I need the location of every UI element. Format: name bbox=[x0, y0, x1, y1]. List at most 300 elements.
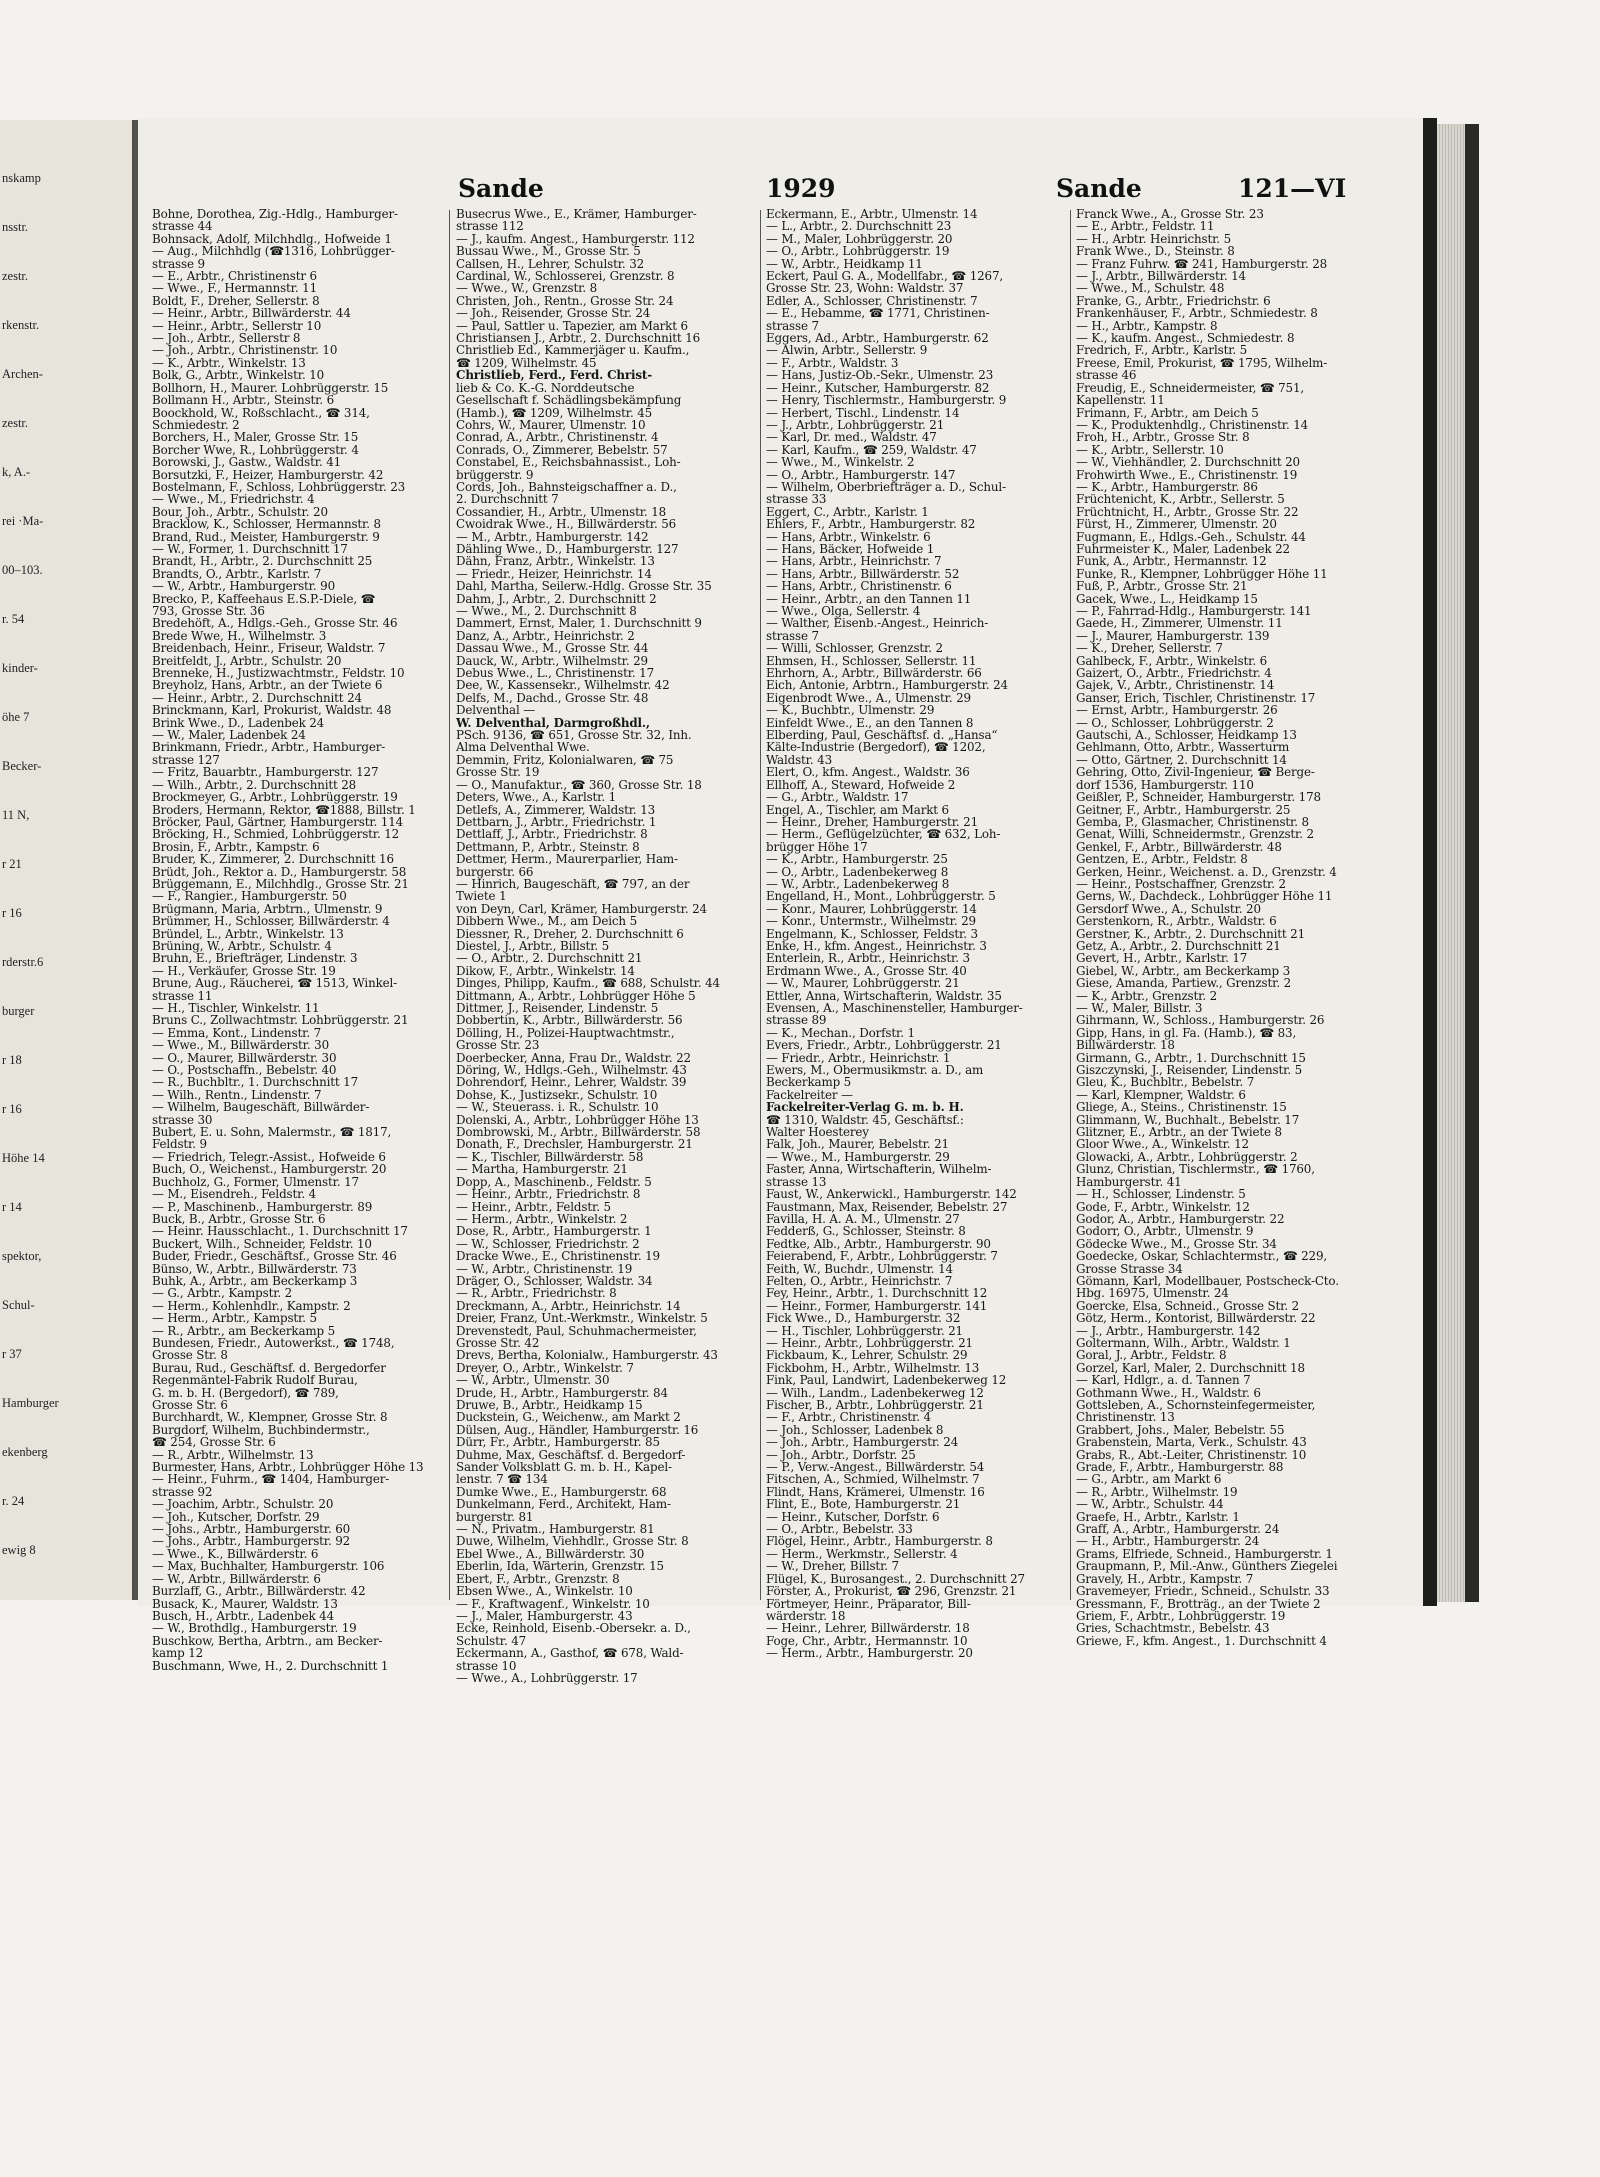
directory-entry: — Emma, Kont., Lindenstr. 7 bbox=[152, 1025, 322, 1040]
directory-entry: — Heinr., Fuhrm., ☎ 1404, Hamburger- bbox=[152, 1472, 390, 1487]
directory-entry: Flögel, Heinr., Arbtr., Hamburgerstr. 8 bbox=[766, 1534, 993, 1549]
previous-page-fragment: r. 24 bbox=[2, 1494, 25, 1508]
directory-entry: — Johs., Arbtr., Hamburgerstr. 92 bbox=[152, 1534, 351, 1549]
directory-entry: Boldt, F., Dreher, Sellerstr. 8 bbox=[152, 293, 320, 308]
directory-entry: Dahm, J., Arbtr., 2. Durchschnitt 2 bbox=[456, 591, 657, 606]
directory-entry: Evensen, A., Maschinensteller, Hamburger- bbox=[766, 1001, 1023, 1015]
directory-entry: — Hans, Arbtr., Christinenstr. 6 bbox=[766, 579, 952, 594]
directory-entry: Druwe, B., Arbtr., Heidkamp 15 bbox=[456, 1398, 643, 1412]
previous-page-fragment: Archen- bbox=[2, 367, 43, 381]
previous-page-fragment: ekenberg bbox=[2, 1445, 48, 1459]
directory-entry: Fick Wwe., D., Hamburgerstr. 32 bbox=[766, 1311, 961, 1326]
directory-entry: — W., Maler, Ladenbek 24 bbox=[152, 728, 306, 743]
previous-page-fragment: k, A.- bbox=[2, 465, 31, 479]
directory-entry: — K., Arbtr., Winkelstr. 13 bbox=[152, 355, 306, 370]
directory-entry: strasse 44 bbox=[152, 219, 213, 234]
directory-entry: Burmester, Hans, Arbtr., Lohbrügger Höhe 13 bbox=[152, 1460, 424, 1475]
directory-entry: Fedtke, Alb., Arbtr., Hamburgerstr. 90 bbox=[766, 1236, 991, 1251]
directory-entry: Flindt, Hans, Krämerei, Ulmenstr. 16 bbox=[766, 1484, 985, 1499]
directory-entry: Dammert, Ernst, Maler, 1. Durchschnitt 9 bbox=[456, 616, 702, 631]
directory-entry: — K., Arbtr., Grenzstr. 2 bbox=[1076, 988, 1218, 1003]
directory-entry: W. Delventhal, Darmgroßhdl., bbox=[456, 715, 650, 730]
previous-page-fragment: r 16 bbox=[2, 906, 22, 920]
directory-entry: Glunz, Christian, Tischlermstr., ☎ 1760, bbox=[1076, 1162, 1315, 1177]
directory-entry: — Heinr., Kutscher, Hamburgerstr. 82 bbox=[766, 380, 990, 395]
directory-entry: 793, Grosse Str. 36 bbox=[152, 604, 265, 618]
directory-entry: — Willi, Schlosser, Grenzstr. 2 bbox=[766, 641, 943, 656]
directory-entry: — R., Arbtr., Wilhelmstr. 13 bbox=[152, 1447, 314, 1462]
directory-entry: — Joachim, Arbtr., Schulstr. 20 bbox=[152, 1497, 334, 1512]
directory-entry: Brinkmann, Friedr., Arbtr., Hamburger- bbox=[152, 740, 386, 755]
directory-entry: Gahlbeck, F., Arbtr., Winkelstr. 6 bbox=[1076, 653, 1268, 668]
directory-entry: Enterlein, R., Arbtr., Heinrichstr. 3 bbox=[766, 951, 970, 966]
directory-entry: Getz, A., Arbtr., 2. Durchschnitt 21 bbox=[1076, 938, 1281, 953]
directory-entry: — W., Arbtr., Ulmenstr. 30 bbox=[456, 1373, 610, 1388]
directory-entry: strasse 13 bbox=[766, 1174, 827, 1189]
directory-entry: Drevenstedt, Paul, Schuhmachermeister, bbox=[456, 1323, 697, 1338]
directory-entry: Ebert, F., Arbtr., Grenzstr. 8 bbox=[456, 1571, 620, 1586]
directory-entry: Brüggemann, E., Milchhdlg., Grosse Str. 21 bbox=[152, 876, 409, 891]
directory-entry: — F., Rangier., Hamburgerstr. 50 bbox=[152, 889, 347, 904]
directory-entry: — W., Schlosser, Friedrichstr. 2 bbox=[456, 1236, 640, 1251]
previous-page-fragment: rderstr.6 bbox=[2, 955, 44, 969]
directory-entry: Schulstr. 47 bbox=[456, 1633, 527, 1648]
previous-page-fragment: ewig 8 bbox=[2, 1543, 36, 1557]
directory-entry: Duckstein, G., Weichenw., am Markt 2 bbox=[456, 1410, 681, 1425]
directory-entry: — K., Arbtr., Sellerstr. 10 bbox=[1076, 442, 1224, 457]
directory-entry: Fey, Heinr., Arbtr., 1. Durchschnitt 12 bbox=[766, 1286, 988, 1301]
directory-entry: Fink, Paul, Landwirt, Ladenbekerweg 12 bbox=[766, 1373, 1007, 1388]
header-year: 1929 bbox=[766, 174, 836, 203]
directory-entry: Gödecke Wwe., M., Grosse Str. 34 bbox=[1076, 1236, 1277, 1251]
directory-entry: Dassau Wwe., M., Grosse Str. 44 bbox=[456, 641, 649, 656]
directory-entry: Buhk, A., Arbtr., am Beckerkamp 3 bbox=[152, 1273, 358, 1288]
directory-entry: Bröcking, H., Schmied, Lohbrüggerstr. 12 bbox=[152, 827, 400, 842]
directory-entry: Gehring, Otto, Zivil-Ingenieur, ☎ Berge- bbox=[1076, 765, 1315, 780]
directory-entry: — Hans, Justiz-Ob.-Sekr., Ulmenstr. 23 bbox=[766, 368, 994, 383]
directory-entry: Brinckmann, Karl, Prokurist, Waldstr. 48 bbox=[152, 703, 392, 718]
previous-page-fragment: öhe 7 bbox=[2, 710, 30, 724]
directory-entry: Dikow, F., Arbtr., Winkelstr. 14 bbox=[456, 963, 635, 978]
directory-entry: Busack, K., Maurer, Waldstr. 13 bbox=[152, 1596, 338, 1611]
directory-entry: Conrad, A., Arbtr., Christinenstr. 4 bbox=[456, 430, 659, 445]
directory-entry: Bour, Joh., Arbtr., Schulstr. 20 bbox=[152, 504, 328, 519]
directory-entry: — E., Hebamme, ☎ 1771, Christinen- bbox=[766, 306, 990, 321]
directory-entry: Bohnsack, Adolf, Milchhdlg., Hofweide 1 bbox=[152, 231, 392, 246]
directory-entry: — Wilhelm, Baugeschäft, Billwärder- bbox=[152, 1100, 370, 1115]
directory-entry: Gerken, Heinr., Weichenst. a. D., Grenzstr. 4 bbox=[1076, 864, 1337, 879]
directory-entry: Brune, Aug., Räucherei, ☎ 1513, Winkel- bbox=[152, 976, 398, 991]
directory-entry: — O., Arbtr., Ladenbekerweg 8 bbox=[766, 864, 949, 879]
directory-entry: Ehmsen, H., Schlosser, Sellerstr. 11 bbox=[766, 653, 977, 668]
directory-entry: — Heinr., Arbtr., 2. Durchschnitt 24 bbox=[152, 690, 362, 705]
directory-entry: Drude, H., Arbtr., Hamburgerstr. 84 bbox=[456, 1385, 668, 1400]
directory-entry: Buch, O., Weichenst., Hamburgerstr. 20 bbox=[152, 1162, 387, 1177]
directory-entry: Feierabend, F., Arbtr., Lohbrüggerstr. 7 bbox=[766, 1249, 998, 1264]
directory-entry: Dinges, Philipp, Kaufm., ☎ 688, Schulstr. 44 bbox=[456, 976, 720, 991]
directory-entry: Froh, H., Arbtr., Grosse Str. 8 bbox=[1076, 430, 1250, 445]
directory-entry: — K., Dreher, Sellerstr. 7 bbox=[1076, 641, 1223, 656]
header-place-right: Sande bbox=[1056, 174, 1142, 203]
directory-entry: Grosse Str. 23 bbox=[456, 1038, 540, 1053]
directory-entry: Dräger, O., Schlosser, Waldstr. 34 bbox=[456, 1273, 653, 1288]
directory-entry: — Hans, Arbtr., Heinrichstr. 7 bbox=[766, 554, 942, 569]
directory-entry: Beckerkamp 5 bbox=[766, 1075, 852, 1090]
directory-entry: — Heinr., Arbtr., Friedrichstr. 8 bbox=[456, 1187, 641, 1202]
directory-entry: — W., Maurer, Lohbrüggerstr. 21 bbox=[766, 976, 960, 991]
directory-entry: Broders, Hermann, Rektor, ☎1888, Billstr. 1 bbox=[152, 802, 416, 817]
directory-entry: Funke, R., Klempner, Lohbrügger Höhe 11 bbox=[1076, 566, 1328, 581]
directory-entry: Ganser, Erich, Tischler, Christinenstr. 17 bbox=[1076, 690, 1316, 705]
directory-entry: Brüdt, Joh., Rektor a. D., Hamburgerstr. 58 bbox=[152, 864, 407, 879]
directory-entry: lieb & Co. K.-G. Norddeutsche bbox=[456, 380, 635, 395]
previous-page-fragment: zestr. bbox=[2, 416, 29, 430]
directory-entry: Brink Wwe., D., Ladenbek 24 bbox=[152, 715, 325, 730]
directory-entry: Ebel Wwe., A., Billwärderstr. 30 bbox=[456, 1546, 645, 1561]
directory-column-2 bbox=[456, 207, 752, 1685]
directory-entry: — K., Tischler, Billwärderstr. 58 bbox=[456, 1149, 644, 1164]
directory-entry: Brümmer, H., Schlosser, Billwärderstr. 4 bbox=[152, 914, 390, 929]
directory-entry: — M., Arbtr., Hamburgerstr. 142 bbox=[456, 529, 649, 544]
directory-entry: Früchtenicht, K., Arbtr., Sellerstr. 5 bbox=[1076, 492, 1285, 507]
directory-entry: Graupmann, P., Mil.-Anw., Günthers Ziegelei bbox=[1076, 1559, 1338, 1574]
directory-entry: — W., Arbtr., Ladenbekerweg 8 bbox=[766, 876, 950, 891]
directory-entry: — R., Arbtr., Wilhelmstr. 19 bbox=[1076, 1484, 1238, 1499]
directory-entry: — Herm., Geflügelzüchter, ☎ 632, Loh- bbox=[766, 827, 1001, 842]
directory-entry: Detlefs, A., Zimmerer, Waldstr. 13 bbox=[456, 802, 656, 817]
directory-entry: Dobbertin, K., Arbtr., Billwärderstr. 56 bbox=[456, 1013, 683, 1028]
directory-entry: Borowski, J., Gastw., Waldstr. 41 bbox=[152, 455, 342, 470]
directory-entry: Döring, W., Hdlgs.-Geh., Wilhelmstr. 43 bbox=[456, 1063, 687, 1078]
directory-entry: Dahl, Martha, Seilerw.-Hdlg. Grosse Str. 35 bbox=[456, 579, 712, 594]
directory-entry: — P., Maschinenb., Hamburgerstr. 89 bbox=[152, 1199, 373, 1214]
directory-entry: — Wwe., M., Winkelstr. 2 bbox=[766, 455, 915, 470]
directory-entry: — F., Arbtr., Christinenstr. 4 bbox=[766, 1410, 931, 1425]
directory-entry: — Herm., Arbtr., Kampstr. 5 bbox=[152, 1311, 317, 1326]
directory-entry: — H., Verkäufer, Grosse Str. 19 bbox=[152, 963, 336, 978]
directory-entry: — Hinrich, Baugeschäft, ☎ 797, an der bbox=[456, 876, 690, 891]
directory-entry: Borsutzki, F., Heizer, Hamburgerstr. 42 bbox=[152, 467, 384, 482]
directory-entry: — Wwe., K., Billwärderstr. 6 bbox=[152, 1546, 319, 1561]
directory-entry: strasse 92 bbox=[152, 1484, 213, 1499]
directory-entry: Delfs, M., Dachd., Grosse Str. 48 bbox=[456, 690, 649, 705]
directory-entry: Fedderß, G., Schlosser, Steinstr. 8 bbox=[766, 1224, 966, 1239]
directory-entry: strasse 10 bbox=[456, 1658, 517, 1673]
directory-entry: — W., Arbtr., Christinenstr. 19 bbox=[456, 1261, 633, 1276]
directory-entry: Goltermann, Wilh., Arbtr., Waldstr. 1 bbox=[1076, 1335, 1291, 1350]
directory-entry: Erdmann Wwe., A., Grosse Str. 40 bbox=[766, 963, 967, 978]
directory-entry: — Joh., Reisender, Grosse Str. 24 bbox=[456, 306, 651, 321]
directory-entry: Schmiedestr. 2 bbox=[152, 417, 240, 432]
directory-entry: Dettmann, P., Arbtr., Steinstr. 8 bbox=[456, 839, 640, 854]
directory-entry: strasse 9 bbox=[152, 256, 205, 271]
directory-entry: — Heinr., Dreher, Hamburgerstr. 21 bbox=[766, 814, 979, 829]
directory-entry: — Fritz, Bauarbtr., Hamburgerstr. 127 bbox=[152, 765, 379, 780]
directory-entry: — Wwe., F., Hermannstr. 11 bbox=[152, 281, 317, 296]
directory-entry: strasse 127 bbox=[152, 752, 220, 767]
directory-entry: — W., Dreher, Billstr. 7 bbox=[766, 1559, 899, 1574]
directory-entry: Boockhold, W., Roßschlacht., ☎ 314, bbox=[152, 405, 370, 420]
directory-entry: Bünso, W., Arbtr., Billwärderstr. 73 bbox=[152, 1261, 357, 1276]
directory-entry: Falk, Joh., Maurer, Bebelstr. 21 bbox=[766, 1137, 949, 1152]
directory-entry: Bröcker, Paul, Gärtner, Hamburgerstr. 114 bbox=[152, 814, 404, 829]
directory-entry: Edler, A., Schlosser, Christinenstr. 7 bbox=[766, 293, 978, 308]
directory-entry: — K., kaufm. Angest., Schmiedestr. 8 bbox=[1076, 331, 1295, 346]
directory-entry: Felten, O., Arbtr., Heinrichstr. 7 bbox=[766, 1273, 953, 1288]
directory-entry: Christen, Joh., Rentn., Grosse Str. 24 bbox=[456, 293, 674, 308]
directory-entry: Godor, A., Arbtr., Hamburgerstr. 22 bbox=[1076, 1211, 1285, 1226]
directory-entry: Ebsen Wwe., A., Winkelstr. 10 bbox=[456, 1584, 633, 1599]
directory-entry: — W., Steuerass. i. R., Schulstr. 10 bbox=[456, 1100, 659, 1115]
directory-entry: Fickbaum, K., Lehrer, Schulstr. 29 bbox=[766, 1348, 968, 1363]
directory-entry: Eberlin, Ida, Wärterin, Grenzstr. 15 bbox=[456, 1559, 664, 1574]
directory-entry: Borchers, H., Maler, Grosse Str. 15 bbox=[152, 430, 359, 445]
directory-entry: — Konr., Untermstr., Wilhelmstr. 29 bbox=[766, 914, 976, 929]
directory-entry: Brügmann, Maria, Arbtrn., Ulmenstr. 9 bbox=[152, 901, 383, 916]
directory-entry: — Ernst, Arbtr., Hamburgerstr. 26 bbox=[1076, 703, 1278, 718]
directory-entry: Dittmann, A., Arbtr., Lohbrügger Höhe 5 bbox=[456, 988, 696, 1003]
directory-entry: Gravemeyer, Friedr., Schneid., Schulstr. 33 bbox=[1076, 1584, 1330, 1599]
directory-page bbox=[138, 118, 1423, 1685]
header-place-left: Sande bbox=[458, 174, 544, 203]
directory-entry: Duwe, Wilhelm, Viehhdlr., Grosse Str. 8 bbox=[456, 1534, 689, 1549]
directory-entry: Feldstr. 9 bbox=[152, 1137, 207, 1152]
directory-entry: Kälte-Industrie (Bergedorf), ☎ 1202, bbox=[766, 740, 986, 755]
directory-entry: strasse 30 bbox=[152, 1112, 213, 1127]
column-rule bbox=[1070, 210, 1071, 1600]
directory-entry: — Hans, Arbtr., Winkelstr. 6 bbox=[766, 529, 931, 544]
directory-entry: Constabel, E., Reichsbahnassist., Loh- bbox=[456, 455, 681, 470]
directory-entry: Dohse, K., Justizsekr., Schulstr. 10 bbox=[456, 1087, 658, 1102]
directory-entry: strasse 112 bbox=[456, 219, 524, 234]
directory-entry: Gerns, W., Dachdeck., Lohbrügger Höhe 11 bbox=[1076, 889, 1333, 904]
directory-entry: Glimmann, W., Buchhalt., Bebelstr. 17 bbox=[1076, 1112, 1300, 1127]
directory-entry: Genat, Willi, Schneidermstr., Grenzstr. 2 bbox=[1076, 827, 1314, 842]
directory-entry: — K., Arbtr., Hamburgerstr. 86 bbox=[1076, 479, 1258, 494]
directory-entry: Ecke, Reinhold, Eisenb.-Obersekr. a. D., bbox=[456, 1621, 691, 1636]
directory-entry: — Heinr., Lehrer, Billwärderstr. 18 bbox=[766, 1621, 970, 1636]
directory-entry: Deters, Wwe., A., Karlstr. 1 bbox=[456, 790, 617, 805]
directory-entry: Elert, O., kfm. Angest., Waldstr. 36 bbox=[766, 765, 970, 780]
directory-entry: — O., Postschaffn., Bebelstr. 40 bbox=[152, 1063, 337, 1078]
directory-entry: Bussau Wwe., M., Grosse Str. 5 bbox=[456, 244, 641, 259]
directory-entry: — Walther, Eisenb.-Angest., Heinrich- bbox=[766, 616, 989, 631]
directory-entry: Cords, Joh., Bahnsteigschaffner a. D., bbox=[456, 479, 677, 494]
previous-page-fragment: burger bbox=[2, 1004, 35, 1018]
directory-entry: Favilla, H. A. A. M., Ulmenstr. 27 bbox=[766, 1211, 960, 1226]
directory-entry: Grosse Str. 23, Wohn: Waldstr. 37 bbox=[766, 281, 964, 296]
directory-entry: — Konr., Maurer, Lohbrüggerstr. 14 bbox=[766, 901, 977, 916]
directory-entry: — Wilh., Arbtr., 2. Durchschnitt 28 bbox=[152, 777, 357, 792]
directory-entry: burgerstr. 81 bbox=[456, 1509, 534, 1524]
previous-page-fragment: rei ·Ma- bbox=[2, 514, 44, 528]
directory-entry: — J., Arbtr., Lohbrüggerstr. 21 bbox=[766, 417, 945, 432]
previous-page-fragment: r 14 bbox=[2, 1200, 22, 1214]
directory-entry: — Wilh., Rentn., Lindenstr. 7 bbox=[152, 1087, 322, 1102]
previous-page-fragment: rkenstr. bbox=[2, 318, 40, 332]
directory-entry: — W., Arbtr., Heidkamp 11 bbox=[766, 256, 923, 271]
directory-entry: Bollmann H., Arbtr., Steinstr. 6 bbox=[152, 393, 335, 408]
directory-entry: Giebel, W., Arbtr., am Beckerkamp 3 bbox=[1076, 963, 1290, 978]
directory-entry: Busecrus Wwe., E., Krämer, Hamburger- bbox=[456, 207, 697, 221]
directory-entry: — P., Verw.-Angest., Billwärderstr. 54 bbox=[766, 1460, 985, 1475]
directory-entry: Ellhoff, A., Steward, Hofweide 2 bbox=[766, 777, 956, 792]
directory-entry: Cossandier, H., Arbtr., Ulmenstr. 18 bbox=[456, 504, 667, 519]
directory-entry: Fischer, B., Arbtr., Lohbrüggerstr. 21 bbox=[766, 1398, 984, 1412]
directory-entry: — J., Arbtr., Hamburgerstr. 142 bbox=[1076, 1323, 1261, 1338]
directory-entry: — H., Tischler, Winkelstr. 11 bbox=[152, 1001, 320, 1015]
directory-entry: Ettler, Anna, Wirtschafterin, Waldstr. 35 bbox=[766, 988, 1002, 1003]
directory-entry: Gehlmann, Otto, Arbtr., Wasserturm bbox=[1076, 740, 1290, 755]
directory-entry: Gevert, H., Arbtr., Karlstr. 17 bbox=[1076, 951, 1248, 966]
directory-entry: — Heinr., Arbtr., an den Tannen 11 bbox=[766, 591, 972, 606]
directory-entry: Giese, Amanda, Partiew., Grenzstr. 2 bbox=[1076, 976, 1291, 991]
directory-entry: Christinenstr. 13 bbox=[1076, 1410, 1175, 1425]
directory-entry: — Heinr., Arbtr., Sellerstr 10 bbox=[152, 318, 322, 333]
directory-entry: Dittmer, J., Reisender, Lindenstr. 5 bbox=[456, 1001, 659, 1015]
directory-entry: — Hans, Arbtr., Billwärderstr. 52 bbox=[766, 566, 960, 581]
directory-entry: PSch. 9136, ☎ 651, Grosse Str. 32, Inh. bbox=[456, 728, 692, 743]
directory-entry: Drevs, Bertha, Kolonialw., Hamburgerstr. 43 bbox=[456, 1348, 718, 1363]
previous-page-fragment: Schul- bbox=[2, 1298, 35, 1312]
directory-entry: — Wilhelm, Oberbriefträger a. D., Schul- bbox=[766, 479, 1006, 494]
directory-entry: dorf 1536, Hamburgerstr. 110 bbox=[1076, 777, 1254, 792]
previous-page-fragment: Höhe 14 bbox=[2, 1151, 45, 1165]
directory-entry: — L., Arbtr., 2. Durchschnitt 23 bbox=[766, 219, 952, 234]
directory-entry: Bollhorn, H., Maurer. Lohbrüggerstr. 15 bbox=[152, 380, 389, 395]
directory-entry: — Wwe., M., Schulstr. 48 bbox=[1076, 281, 1225, 296]
directory-entry: Gressmann, F., Brotträg., an der Twiete 2 bbox=[1076, 1596, 1321, 1611]
directory-entry: Dülsen, Aug., Händler, Hamburgerstr. 16 bbox=[456, 1422, 699, 1437]
directory-entry: Dauck, W., Arbtr., Wilhelmstr. 29 bbox=[456, 653, 648, 668]
previous-page-fragment: r 16 bbox=[2, 1102, 22, 1116]
directory-entry: Gerstenkorn, R., Arbtr., Waldstr. 6 bbox=[1076, 914, 1277, 929]
directory-entry: Demmin, Fritz, Kolonialwaren, ☎ 75 bbox=[456, 752, 674, 767]
directory-entry: Bohne, Dorothea, Zig.-Hdlg., Hamburger- bbox=[152, 207, 398, 221]
directory-entry: strasse 11 bbox=[152, 988, 213, 1003]
directory-entry: Goral, J., Arbtr., Feldstr. 8 bbox=[1076, 1348, 1227, 1363]
directory-entry: Dettmer, Herm., Maurerparlier, Ham- bbox=[456, 852, 678, 867]
directory-entry: Dähn, Franz, Arbtr., Winkelstr. 13 bbox=[456, 554, 655, 569]
directory-entry: — Joh., Arbtr., Dorfstr. 25 bbox=[766, 1447, 916, 1462]
directory-entry: Brandts, O., Arbtr., Karlstr. 7 bbox=[152, 566, 322, 581]
directory-entry: — F., Kraftwagenf., Winkelstr. 10 bbox=[456, 1596, 650, 1611]
directory-entry: — Heinr., Former, Hamburgerstr. 141 bbox=[766, 1298, 988, 1313]
directory-entry: Frank Wwe., D., Steinstr. 8 bbox=[1076, 244, 1235, 259]
directory-entry: Geitner, F., Arbtr., Hamburgerstr. 25 bbox=[1076, 802, 1291, 817]
directory-entry: Alma Delventhal Wwe. bbox=[456, 740, 590, 755]
directory-entry: Busch, H., Arbtr., Ladenbek 44 bbox=[152, 1608, 335, 1623]
directory-entry: — E., Arbtr., Feldstr. 11 bbox=[1076, 219, 1215, 234]
directory-entry: Gaizert, O., Arbtr., Friedrichstr. 4 bbox=[1076, 666, 1272, 681]
directory-entry: — O., Manufaktur., ☎ 360, Grosse Str. 18 bbox=[456, 777, 702, 792]
directory-entry: — P., Fahrrad-Hdlg., Hamburgerstr. 141 bbox=[1076, 604, 1312, 618]
directory-entry: Sander Volksblatt G. m. b. H., Kapel- bbox=[456, 1460, 672, 1475]
directory-entry: — Johs., Arbtr., Hamburgerstr. 60 bbox=[152, 1522, 351, 1537]
directory-entry: Frimann, F., Arbtr., am Deich 5 bbox=[1076, 405, 1259, 420]
directory-entry: — Joh., Kutscher, Dorfstr. 29 bbox=[152, 1509, 320, 1524]
directory-entry: Gorzel, Karl, Maler, 2. Durchschnitt 18 bbox=[1076, 1360, 1305, 1375]
directory-entry: Bolk, G., Arbtr., Winkelstr. 10 bbox=[152, 368, 325, 383]
directory-column-4 bbox=[1076, 207, 1372, 1648]
directory-entry: — Wwe., Olga, Sellerstr. 4 bbox=[766, 604, 921, 618]
directory-entry: Dreckmann, A., Arbtr., Heinrichstr. 14 bbox=[456, 1298, 681, 1313]
directory-entry: Dunkelmann, Ferd., Architekt, Ham- bbox=[456, 1497, 671, 1512]
directory-entry: Grade, F., Arbtr., Hamburgerstr. 88 bbox=[1076, 1460, 1284, 1475]
directory-entry: Dettbarn, J., Arbtr., Friedrichstr. 1 bbox=[456, 814, 657, 829]
directory-entry: Freudig, E., Schneidermeister, ☎ 751, bbox=[1076, 380, 1305, 395]
directory-entry: — J., Arbtr., Billwärderstr. 14 bbox=[1076, 269, 1246, 284]
directory-entry: — W., Brothdlg., Hamburgerstr. 19 bbox=[152, 1621, 357, 1636]
directory-entry: — N., Privatm., Hamburgerstr. 81 bbox=[456, 1522, 655, 1537]
directory-entry: Graff, A., Arbtr., Hamburgerstr. 24 bbox=[1076, 1522, 1280, 1537]
previous-page-fragment: Hamburger bbox=[2, 1396, 59, 1410]
directory-entry: — Karl, Klempner, Waldstr. 6 bbox=[1076, 1087, 1246, 1102]
directory-entry: — Otto, Gärtner, 2. Durchschnitt 14 bbox=[1076, 752, 1287, 767]
directory-entry: Buschkow, Bertha, Arbtrn., am Becker- bbox=[152, 1633, 383, 1648]
directory-entry: Billwärderstr. 18 bbox=[1076, 1038, 1175, 1053]
directory-entry: — Heinr. Hausschlacht., 1. Durchschnitt 17 bbox=[152, 1224, 408, 1239]
directory-entry: Christlieb, Ferd., Ferd. Christ- bbox=[456, 368, 653, 383]
directory-entry: — W., Arbtr., Schulstr. 44 bbox=[1076, 1497, 1224, 1512]
directory-entry: — W., Former, 1. Durchschnitt 17 bbox=[152, 541, 348, 556]
directory-entry: — Herbert, Tischl., Lindenstr. 14 bbox=[766, 405, 960, 420]
directory-entry: Gothmann Wwe., H., Waldstr. 6 bbox=[1076, 1385, 1261, 1400]
directory-entry: — Joh., Arbtr., Hamburgerstr. 24 bbox=[766, 1435, 959, 1450]
directory-entry: Christiansen J., Arbtr., 2. Durchschnitt 16 bbox=[456, 331, 701, 346]
directory-entry: — Friedrich, Telegr.-Assist., Hofweide 6 bbox=[152, 1149, 386, 1164]
directory-entry: Hbg. 16975, Ulmenstr. 24 bbox=[1076, 1286, 1229, 1301]
directory-entry: Frankenhäuser, F., Arbtr., Schmiedestr. 8 bbox=[1076, 306, 1318, 321]
directory-entry: — J., Maler, Hamburgerstr. 43 bbox=[456, 1608, 633, 1623]
page-stack-edge bbox=[1437, 124, 1465, 1602]
directory-entry: Gode, F., Arbtr., Winkelstr. 12 bbox=[1076, 1199, 1250, 1214]
directory-entry: Gentzen, E., Arbtr., Feldstr. 8 bbox=[1076, 852, 1248, 867]
directory-entry: Enke, H., kfm. Angest., Heinrichstr. 3 bbox=[766, 938, 987, 953]
directory-entry: Bredehöft, A., Hdlgs.-Geh., Grosse Str. 46 bbox=[152, 616, 398, 631]
directory-entry: Fitschen, A., Schmied, Wilhelmstr. 7 bbox=[766, 1472, 980, 1487]
directory-entry: Conrads, O., Zimmerer, Bebelstr. 57 bbox=[456, 442, 668, 457]
directory-entry: Burchhardt, W., Klempner, Grosse Str. 8 bbox=[152, 1410, 388, 1425]
directory-entry: Grosse Str. 6 bbox=[152, 1398, 228, 1412]
directory-entry: brügger Höhe 17 bbox=[766, 839, 868, 854]
previous-page-fragment: r 18 bbox=[2, 1053, 22, 1067]
directory-entry: — Herm., Kohlenhdlr., Kampstr. 2 bbox=[152, 1298, 351, 1313]
directory-entry: Gajek, V., Arbtr., Christinenstr. 14 bbox=[1076, 678, 1275, 693]
directory-entry: Godorr, O., Arbtr., Ulmenstr. 9 bbox=[1076, 1224, 1254, 1239]
directory-entry: — Joh., Arbtr., Sellerstr 8 bbox=[152, 331, 301, 346]
directory-entry: Gersdorf Wwe., A., Schulstr. 20 bbox=[1076, 901, 1261, 916]
directory-entry: Burzlaff, G., Arbtr., Billwärderstr. 42 bbox=[152, 1584, 366, 1599]
directory-entry: Gaede, H., Zimmerer, Ulmenstr. 11 bbox=[1076, 616, 1283, 631]
directory-entry: burgerstr. 66 bbox=[456, 864, 534, 879]
directory-entry: Fredrich, F., Arbtr., Karlstr. 5 bbox=[1076, 343, 1248, 358]
directory-entry: — Heinr., Kutscher, Dorfstr. 6 bbox=[766, 1509, 940, 1524]
directory-entry: — Friedr., Arbtr., Heinrichstr. 1 bbox=[766, 1050, 951, 1065]
directory-entry: Eckert, Paul G. A., Modellfabr., ☎ 1267, bbox=[766, 269, 1003, 284]
directory-entry: Dähling Wwe., D., Hamburgerstr. 127 bbox=[456, 541, 679, 556]
directory-entry: Dreier, Franz, Unt.-Werkmstr., Winkelstr. 5 bbox=[456, 1311, 708, 1326]
directory-entry: Frohwirth Wwe., E., Christinenstr. 19 bbox=[1076, 467, 1298, 482]
directory-entry: von Deyn, Carl, Krämer, Hamburgerstr. 24 bbox=[456, 901, 707, 916]
directory-entry: Ehlers, F., Arbtr., Hamburgerstr. 82 bbox=[766, 517, 976, 532]
directory-entry: Eigenbrodt Wwe., A., Ulmenstr. 29 bbox=[766, 690, 971, 705]
directory-entry: strasse 89 bbox=[766, 1013, 827, 1028]
directory-entry: Gacek, Wwe., L., Heidkamp 15 bbox=[1076, 591, 1258, 606]
directory-entry: Fackelreiter — bbox=[766, 1087, 853, 1102]
directory-entry: — Karl, Dr. med., Waldstr. 47 bbox=[766, 430, 937, 445]
directory-entry: — Friedr., Heizer, Heinrichstr. 14 bbox=[456, 566, 652, 581]
